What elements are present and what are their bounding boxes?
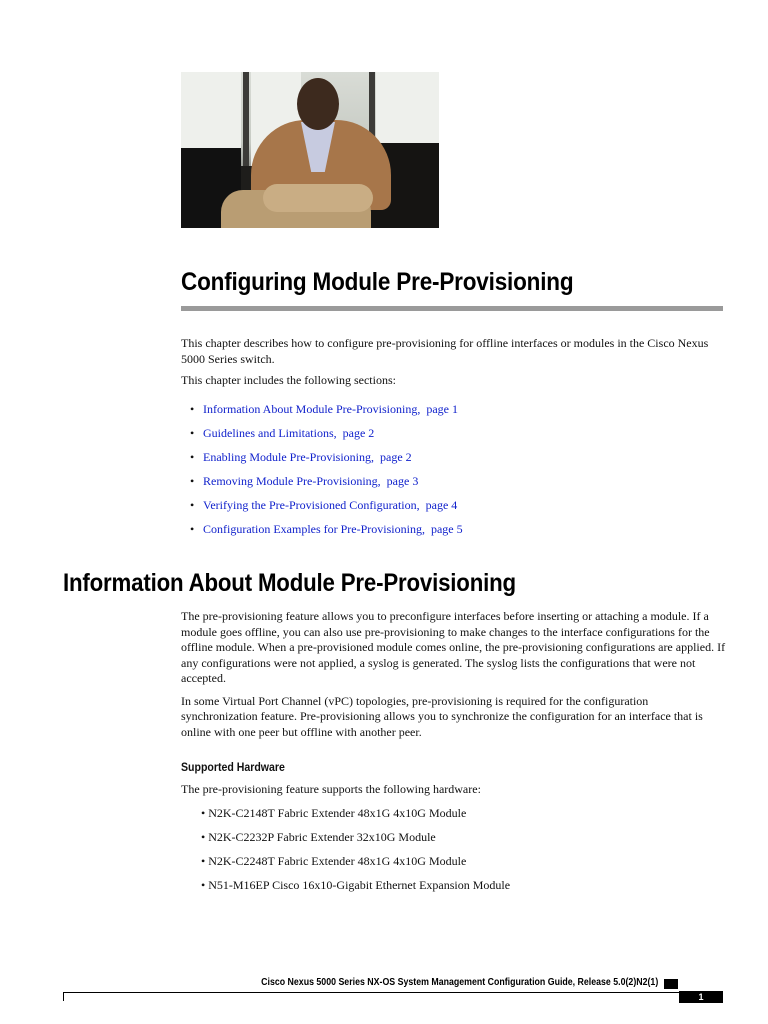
toc-item <box>190 473 726 497</box>
photo-person-hands <box>263 184 373 212</box>
hardware-list <box>201 805 721 901</box>
toc-item <box>190 401 726 425</box>
chapter-photo <box>181 72 439 228</box>
toc-link[interactable]: Enabling Module Pre-Provisioning, <box>203 450 374 464</box>
toc-item <box>190 449 726 473</box>
chapter-title: Configuring Module Pre-Provisioning <box>181 268 574 296</box>
toc-page-link[interactable]: page 5 <box>430 522 463 536</box>
bullet: • <box>190 450 195 464</box>
toc-item <box>190 497 726 521</box>
intro-paragraph: This chapter describes how to configure pre-provisioning for offline interfaces or modules in the Cisco Nexus 5000 Series switch. <box>181 336 709 366</box>
title-rule <box>181 306 723 311</box>
section-body <box>181 609 726 747</box>
body-paragraph: In some Virtual Port Channel (vPC) topologies, pre-provisioning is required for the configuration synchronization feature. Pre-provisioning allows you to synchronize the configuration for an interface that is online with one peer but offline with another peer. <box>181 693 703 739</box>
toc-item <box>190 425 726 449</box>
footer-guide-title-text: Cisco Nexus 5000 Series NX-OS System Management Configuration Guide, Release 5.0(2)N2(1) <box>260 977 658 988</box>
hardware-item: • N2K-C2248T Fabric Extender 48x1G 4x10G Module <box>201 854 467 868</box>
toc-page-link[interactable]: page 1 <box>426 402 458 416</box>
toc-link[interactable]: Removing Module Pre-Provisioning, <box>203 474 381 488</box>
subsection-title: Supported Hardware <box>181 760 285 774</box>
bullet: • <box>190 402 195 416</box>
toc-link[interactable]: Guidelines and Limitations, <box>203 426 337 440</box>
toc-link[interactable]: Information About Module Pre-Provisioning, <box>203 402 421 416</box>
toc-page-link[interactable]: page 4 <box>425 498 458 512</box>
intro-paragraph: This chapter includes the following sections: <box>181 373 396 387</box>
footer-rule-tick <box>63 992 64 1001</box>
photo-person-head <box>297 78 339 130</box>
hardware-item: • N51-M16EP Cisco 16x10-Gigabit Ethernet Expansion Module <box>201 878 511 892</box>
toc-item <box>190 521 726 545</box>
bullet: • <box>190 474 195 488</box>
hardware-intro: The pre-provisioning feature supports the following hardware: <box>181 782 481 796</box>
section-list <box>190 401 726 545</box>
toc-link[interactable]: Verifying the Pre-Provisioned Configuration, <box>203 498 420 512</box>
toc-page-link[interactable]: page 2 <box>342 426 375 440</box>
body-paragraph: The pre-provisioning feature allows you to preconfigure interfaces before inserting or attaching a module. If a module goes offline, you can also use pre-provisioning to make changes to the interface configurations for the offline module. When a pre-provisioned module comes online, the pre-provisioning configurations are applied. If any configurations were not applied, a syslog is generated. The syslog lists the configurations that were not accepted. <box>181 609 726 685</box>
bullet: • <box>190 522 195 536</box>
page-number: 1 <box>679 991 723 1003</box>
footer-rule <box>63 992 679 993</box>
chapter-intro <box>181 336 726 395</box>
bullet: • <box>190 498 195 512</box>
hardware-item: • N2K-C2232P Fabric Extender 32x10G Module <box>201 830 436 844</box>
hardware-item: • N2K-C2148T Fabric Extender 48x1G 4x10G Module <box>201 806 467 820</box>
toc-page-link[interactable]: page 3 <box>386 474 419 488</box>
toc-page-link[interactable]: page 2 <box>380 450 412 464</box>
section-title: Information About Module Pre-Provisioning <box>63 569 516 597</box>
toc-link[interactable]: Configuration Examples for Pre-Provisioning, <box>203 522 425 536</box>
footer-guide-title <box>200 977 658 988</box>
footer-mark <box>664 979 678 989</box>
bullet: • <box>190 426 195 440</box>
